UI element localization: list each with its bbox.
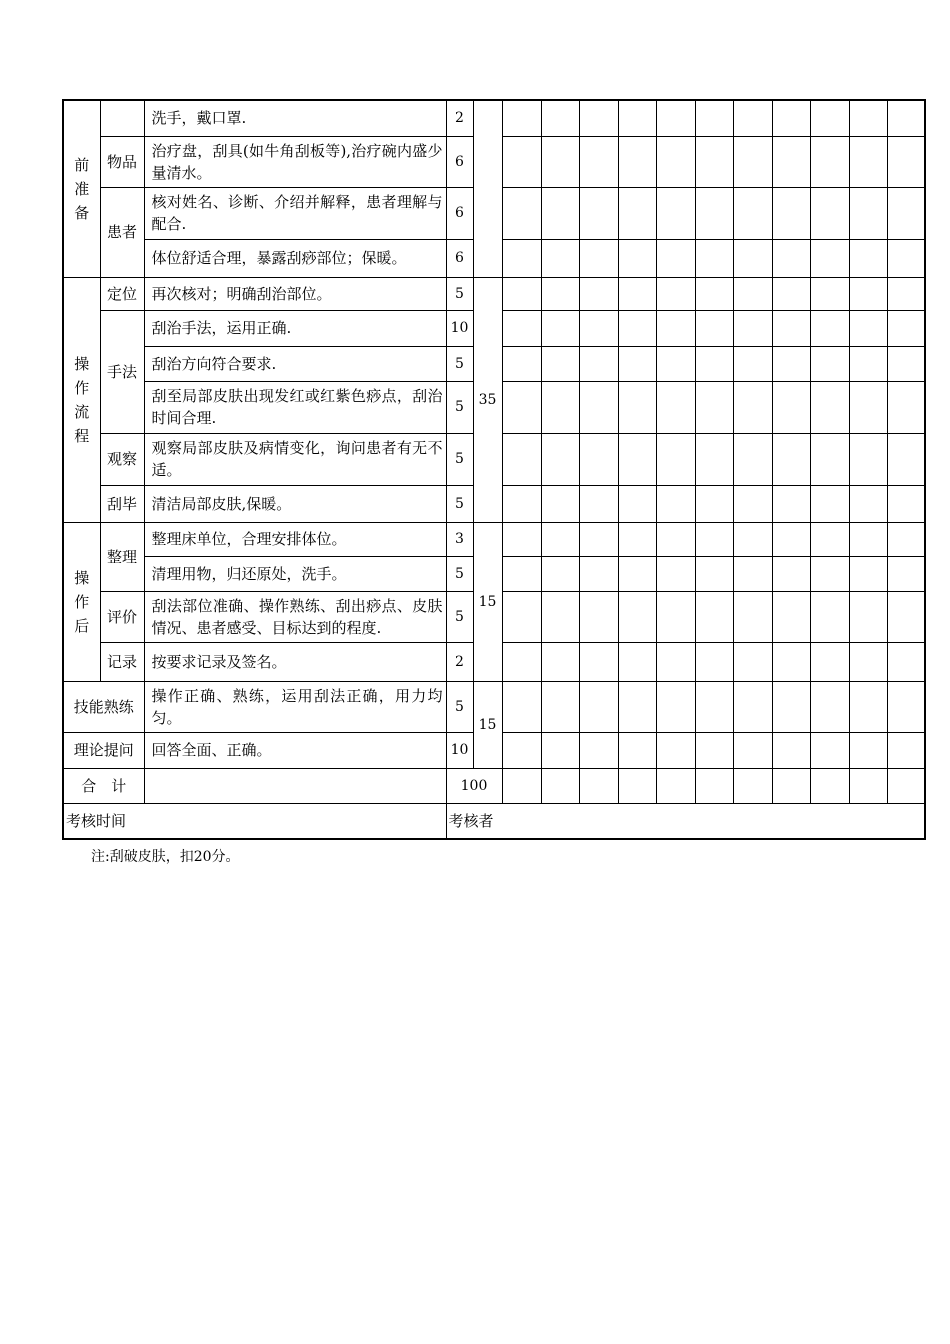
item-score: 5 [446, 681, 473, 732]
grade-cell[interactable] [695, 381, 733, 433]
item-score: 6 [446, 187, 473, 239]
table-row [63, 100, 925, 136]
grade-cell[interactable] [618, 187, 656, 239]
item-score: 5 [446, 591, 473, 642]
sub-items: 物品 [100, 136, 144, 187]
grade-cell[interactable] [733, 433, 772, 485]
grade-cell[interactable] [579, 732, 618, 768]
grade-cell[interactable] [502, 310, 541, 346]
grade-cell[interactable] [887, 556, 925, 591]
grade-cell[interactable] [810, 591, 849, 642]
footer-row [63, 803, 925, 839]
group-score-skill-theory: 15 [473, 681, 502, 768]
examiner-label: 考核者 [446, 803, 925, 839]
grade-cell[interactable] [618, 642, 656, 681]
grade-cell[interactable] [579, 642, 618, 681]
grade-cell[interactable] [733, 642, 772, 681]
grade-cell[interactable] [772, 591, 810, 642]
grade-cell[interactable] [502, 100, 541, 136]
grade-cell[interactable] [887, 522, 925, 556]
item-score: 6 [446, 239, 473, 277]
assessment-sheet [62, 99, 889, 840]
item-content: 回答全面、正确。 [144, 732, 446, 768]
grade-cell[interactable] [656, 768, 695, 803]
grade-cell[interactable] [810, 277, 849, 310]
grade-cell[interactable] [849, 522, 887, 556]
grade-cell[interactable] [849, 556, 887, 591]
grade-cell[interactable] [502, 556, 541, 591]
grade-cell[interactable] [810, 310, 849, 346]
grade-cell[interactable] [849, 187, 887, 239]
grade-cell[interactable] [695, 239, 733, 277]
grade-cell[interactable] [656, 556, 695, 591]
item-score: 5 [446, 485, 473, 522]
total-label: 合 计 [63, 768, 144, 803]
grade-cell[interactable] [772, 277, 810, 310]
grade-cell[interactable] [541, 346, 579, 381]
grade-cell[interactable] [541, 522, 579, 556]
item-content: 按要求记录及签名。 [144, 642, 446, 681]
grade-cell[interactable] [772, 381, 810, 433]
item-content: 治疗盘，刮具(如牛角刮板等),治疗碗内盛少量清水。 [144, 136, 446, 187]
group-score-process: 35 [473, 277, 502, 522]
table-row [63, 522, 925, 556]
grade-cell[interactable] [618, 485, 656, 522]
grade-cell[interactable] [733, 310, 772, 346]
grade-cell[interactable] [618, 591, 656, 642]
grade-cell[interactable] [541, 187, 579, 239]
grade-cell[interactable] [618, 346, 656, 381]
category-theory: 理论提问 [63, 732, 144, 768]
grade-cell[interactable] [502, 642, 541, 681]
item-score: 2 [446, 642, 473, 681]
category-prep: 前 准 备 [63, 100, 100, 277]
grade-cell[interactable] [887, 642, 925, 681]
grade-cell[interactable] [579, 485, 618, 522]
item-content: 洗手，戴口罩. [144, 100, 446, 136]
category-after: 操 作 后 [63, 522, 100, 681]
grade-cell[interactable] [772, 681, 810, 732]
grade-cell[interactable] [579, 187, 618, 239]
grade-cell[interactable] [502, 187, 541, 239]
grade-cell[interactable] [541, 100, 579, 136]
grade-cell[interactable] [887, 136, 925, 187]
sub-finish: 刮毕 [100, 485, 144, 522]
grade-cell[interactable] [541, 681, 579, 732]
grade-cell[interactable] [695, 522, 733, 556]
grade-cell[interactable] [502, 485, 541, 522]
grade-cell[interactable] [695, 187, 733, 239]
grade-cell[interactable] [502, 346, 541, 381]
item-content: 整理床单位，合理安排体位。 [144, 522, 446, 556]
item-score: 6 [446, 136, 473, 187]
grade-cell[interactable] [772, 239, 810, 277]
grade-cell[interactable] [695, 485, 733, 522]
grade-cell[interactable] [733, 485, 772, 522]
grade-cell[interactable] [810, 433, 849, 485]
grade-cell[interactable] [887, 346, 925, 381]
item-score: 5 [446, 381, 473, 433]
grade-cell[interactable] [502, 591, 541, 642]
grade-cell[interactable] [849, 485, 887, 522]
grade-cell[interactable] [656, 381, 695, 433]
grade-cell[interactable] [887, 485, 925, 522]
grade-cell[interactable] [733, 681, 772, 732]
grade-cell[interactable] [579, 768, 618, 803]
grade-cell[interactable] [887, 381, 925, 433]
item-content: 刮治手法，运用正确. [144, 310, 446, 346]
grade-cell[interactable] [733, 732, 772, 768]
grade-cell[interactable] [849, 100, 887, 136]
grade-cell[interactable] [733, 768, 772, 803]
grade-cell[interactable] [502, 381, 541, 433]
grade-cell[interactable] [656, 591, 695, 642]
item-score: 5 [446, 556, 473, 591]
item-score: 5 [446, 277, 473, 310]
grade-cell[interactable] [810, 768, 849, 803]
exam-time-label: 考核时间 [63, 803, 446, 839]
grade-cell[interactable] [849, 346, 887, 381]
grade-cell[interactable] [541, 381, 579, 433]
grade-cell[interactable] [618, 768, 656, 803]
grade-cell[interactable] [541, 239, 579, 277]
grade-cell[interactable] [656, 277, 695, 310]
grade-cell[interactable] [849, 642, 887, 681]
grade-cell[interactable] [541, 485, 579, 522]
grade-cell[interactable] [618, 239, 656, 277]
grade-cell[interactable] [772, 433, 810, 485]
item-score: 2 [446, 100, 473, 136]
grade-cell[interactable] [695, 310, 733, 346]
grade-cell[interactable] [656, 681, 695, 732]
grade-cell[interactable] [618, 136, 656, 187]
total-content [144, 768, 446, 803]
grade-cell[interactable] [695, 768, 733, 803]
grade-cell[interactable] [810, 556, 849, 591]
grade-cell[interactable] [733, 346, 772, 381]
note-text: 注:刮破皮肤，扣20分。 [91, 849, 240, 865]
grade-cell[interactable] [502, 732, 541, 768]
grade-cell[interactable] [695, 100, 733, 136]
grade-cell[interactable] [618, 681, 656, 732]
grade-cell[interactable] [849, 591, 887, 642]
item-content: 刮法部位准确、操作熟练、刮出痧点、皮肤情况、患者感受、目标达到的程度. [144, 591, 446, 642]
grade-cell[interactable] [810, 485, 849, 522]
grade-cell[interactable] [810, 346, 849, 381]
grade-cell[interactable] [810, 522, 849, 556]
grade-cell[interactable] [733, 136, 772, 187]
item-content: 操作正确、熟练，运用刮法正确，用力均匀。 [144, 681, 446, 732]
grade-cell[interactable] [849, 381, 887, 433]
grade-cell[interactable] [656, 310, 695, 346]
item-content: 再次核对；明确刮治部位。 [144, 277, 446, 310]
grade-cell[interactable] [810, 642, 849, 681]
grade-cell[interactable] [772, 310, 810, 346]
grade-cell[interactable] [810, 187, 849, 239]
grade-cell[interactable] [887, 681, 925, 732]
grade-cell[interactable] [772, 485, 810, 522]
grade-cell[interactable] [579, 381, 618, 433]
item-score: 10 [446, 732, 473, 768]
grade-cell[interactable] [618, 277, 656, 310]
grade-cell[interactable] [887, 100, 925, 136]
grade-cell[interactable] [772, 768, 810, 803]
grade-cell[interactable] [772, 187, 810, 239]
grade-cell[interactable] [656, 642, 695, 681]
item-content: 清理用物，归还原处，洗手。 [144, 556, 446, 591]
grade-cell[interactable] [618, 381, 656, 433]
grade-cell[interactable] [541, 642, 579, 681]
grade-cell[interactable] [733, 277, 772, 310]
grade-cell[interactable] [772, 100, 810, 136]
grade-cell[interactable] [772, 556, 810, 591]
grade-cell[interactable] [579, 681, 618, 732]
grade-cell[interactable] [579, 136, 618, 187]
grade-cell[interactable] [849, 277, 887, 310]
item-score: 10 [446, 310, 473, 346]
grade-cell[interactable] [541, 310, 579, 346]
category-process: 操 作 流 程 [63, 277, 100, 522]
grade-cell[interactable] [502, 136, 541, 187]
grade-cell[interactable] [579, 522, 618, 556]
grade-cell[interactable] [849, 136, 887, 187]
grade-cell[interactable] [733, 556, 772, 591]
grade-cell[interactable] [810, 100, 849, 136]
grade-cell[interactable] [733, 187, 772, 239]
item-content: 观察局部皮肤及病情变化，询问患者有无不适。 [144, 433, 446, 485]
item-score: 3 [446, 522, 473, 556]
grade-cell[interactable] [618, 100, 656, 136]
grade-cell[interactable] [618, 522, 656, 556]
sub-observe: 观察 [100, 433, 144, 485]
grade-cell[interactable] [772, 522, 810, 556]
grade-cell[interactable] [618, 732, 656, 768]
grade-cell[interactable] [579, 591, 618, 642]
grade-cell[interactable] [502, 239, 541, 277]
grade-cell[interactable] [579, 239, 618, 277]
grade-cell[interactable] [656, 732, 695, 768]
grade-cell[interactable] [502, 277, 541, 310]
sub-evaluate: 评价 [100, 591, 144, 642]
grade-cell[interactable] [887, 187, 925, 239]
sub-blank [100, 100, 144, 136]
sub-position: 定位 [100, 277, 144, 310]
grade-cell[interactable] [579, 433, 618, 485]
grade-cell[interactable] [656, 239, 695, 277]
grade-cell[interactable] [579, 556, 618, 591]
grade-cell[interactable] [887, 277, 925, 310]
grade-cell[interactable] [849, 433, 887, 485]
grade-cell[interactable] [887, 768, 925, 803]
grade-cell[interactable] [733, 239, 772, 277]
grade-cell[interactable] [656, 433, 695, 485]
grade-cell[interactable] [695, 136, 733, 187]
grade-cell[interactable] [772, 732, 810, 768]
grade-cell[interactable] [541, 136, 579, 187]
grade-cell[interactable] [849, 681, 887, 732]
grade-cell[interactable] [733, 522, 772, 556]
item-content: 核对姓名、诊断、介绍并解释，患者理解与配合. [144, 187, 446, 239]
grade-cell[interactable] [810, 681, 849, 732]
total-score: 100 [446, 768, 502, 803]
table-row [63, 277, 925, 310]
grade-cell[interactable] [810, 239, 849, 277]
grade-cell[interactable] [656, 100, 695, 136]
grade-cell[interactable] [772, 136, 810, 187]
grade-cell[interactable] [541, 433, 579, 485]
grade-cell[interactable] [502, 522, 541, 556]
grade-cell[interactable] [541, 768, 579, 803]
grade-cell[interactable] [541, 277, 579, 310]
group-score-after: 15 [473, 522, 502, 681]
grade-cell[interactable] [656, 187, 695, 239]
grade-cell[interactable] [579, 310, 618, 346]
grade-cell[interactable] [618, 310, 656, 346]
grade-cell[interactable] [772, 346, 810, 381]
grade-cell[interactable] [887, 732, 925, 768]
item-score: 5 [446, 346, 473, 381]
grade-cell[interactable] [656, 346, 695, 381]
grade-cell[interactable] [541, 591, 579, 642]
grade-cell[interactable] [656, 522, 695, 556]
grade-cell[interactable] [695, 556, 733, 591]
item-content: 刮治方向符合要求. [144, 346, 446, 381]
grade-cell[interactable] [887, 591, 925, 642]
grade-cell[interactable] [618, 556, 656, 591]
grade-cell[interactable] [695, 732, 733, 768]
sub-record: 记录 [100, 642, 144, 681]
grade-cell[interactable] [541, 732, 579, 768]
group-score-prep [473, 100, 502, 277]
grade-cell[interactable] [772, 642, 810, 681]
item-content: 体位舒适合理，暴露刮痧部位；保暖。 [144, 239, 446, 277]
grade-cell[interactable] [502, 681, 541, 732]
grade-cell[interactable] [656, 485, 695, 522]
sub-tidy: 整理 [100, 522, 144, 591]
grade-cell[interactable] [541, 556, 579, 591]
grade-cell[interactable] [579, 277, 618, 310]
sub-patient: 患者 [100, 187, 144, 277]
grade-cell[interactable] [695, 642, 733, 681]
grade-cell[interactable] [810, 732, 849, 768]
grade-cell[interactable] [695, 591, 733, 642]
grade-cell[interactable] [656, 136, 695, 187]
grade-cell[interactable] [849, 732, 887, 768]
category-skill: 技能熟练 [63, 681, 144, 732]
grade-cell[interactable] [695, 681, 733, 732]
grade-cell[interactable] [887, 433, 925, 485]
grade-cell[interactable] [849, 239, 887, 277]
scoring-table [62, 99, 926, 840]
grade-cell[interactable] [733, 591, 772, 642]
grade-cell[interactable] [887, 310, 925, 346]
grade-cell[interactable] [502, 768, 541, 803]
grade-cell[interactable] [695, 346, 733, 381]
grade-cell[interactable] [733, 381, 772, 433]
grade-cell[interactable] [810, 136, 849, 187]
grade-cell[interactable] [695, 433, 733, 485]
sub-technique: 手法 [100, 310, 144, 433]
grade-cell[interactable] [887, 239, 925, 277]
grade-cell[interactable] [618, 433, 656, 485]
grade-cell[interactable] [733, 100, 772, 136]
item-score: 5 [446, 433, 473, 485]
grade-cell[interactable] [695, 277, 733, 310]
grade-cell[interactable] [579, 100, 618, 136]
grade-cell[interactable] [810, 381, 849, 433]
grade-cell[interactable] [849, 310, 887, 346]
item-content: 刮至局部皮肤出现发红或红紫色痧点，刮治时间合理. [144, 381, 446, 433]
table-row [63, 681, 925, 732]
item-content: 清洁局部皮肤,保暖。 [144, 485, 446, 522]
grade-cell[interactable] [579, 346, 618, 381]
grade-cell[interactable] [849, 768, 887, 803]
total-row [63, 768, 925, 803]
grade-cell[interactable] [502, 433, 541, 485]
